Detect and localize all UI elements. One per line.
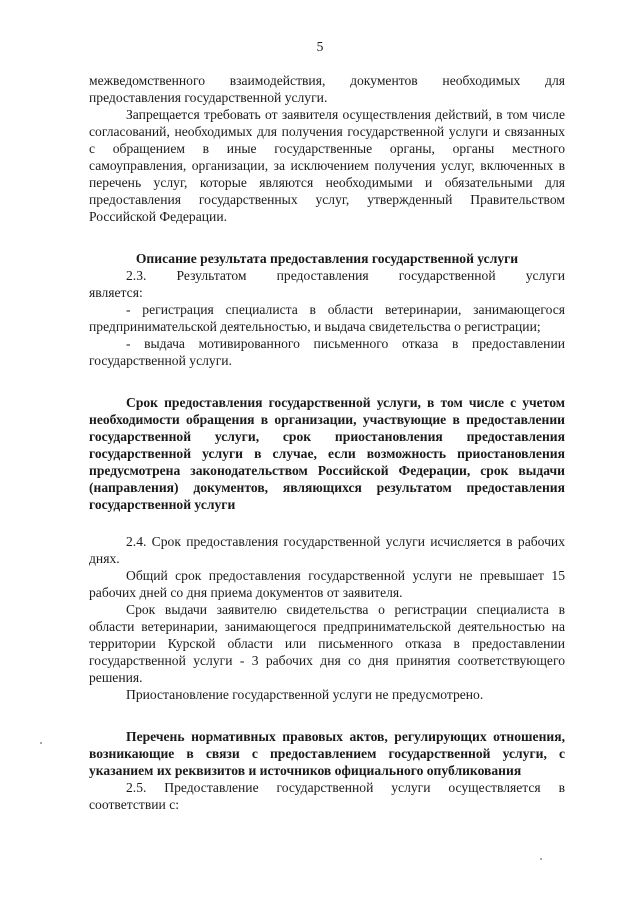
heading-result: Описание результата предоставления государственной услуги xyxy=(135,251,519,266)
page-number: 5 xyxy=(316,39,324,54)
list-item-refusal: - выдача мотивированного письменного отказа в предоставлении государственной услуги. xyxy=(89,336,565,368)
paragraph-term-issue: Срок выдачи заявителю свидетельства о регистрации специалиста в области ветеринарии, занимающегося предпринимательской деятельностью на территории Курской области или письменного отказа в предоставлении государственной услуги - 3 рабочих дня со дня принятия соответствующего решения. xyxy=(89,602,565,685)
paragraph-result-intro-b: является: xyxy=(89,285,143,300)
spacer xyxy=(89,225,565,250)
document-body xyxy=(89,72,565,813)
spacer xyxy=(89,703,565,728)
paragraph-acts-basis: 2.5. Предоставление государственной услуги осуществляется в соответствии с: xyxy=(89,780,565,812)
scan-speck xyxy=(40,742,42,744)
paragraph-term-total: Общий срок предоставления государственной услуги не превышает 15 рабочих дней со дня приема документов от заявителя. xyxy=(89,568,565,600)
spacer xyxy=(89,369,565,394)
paragraph-result-intro-a: 2.3. Результатом предоставления государственной услуги xyxy=(126,268,565,283)
paragraph-continuation: межведомственного взаимодействия, документов необходимых для предоставления государственной услуги. xyxy=(89,73,565,105)
heading-acts: Перечень нормативных правовых актов, регулирующих отношения, возникающие в связи с предоставлением государственной услуги, с указанием их реквизитов и источников официального опубликования xyxy=(89,729,565,778)
scan-speck xyxy=(540,858,542,860)
paragraph-term-suspension: Приостановление государственной услуги не предусмотрено. xyxy=(126,687,484,702)
list-item-registration: - регистрация специалиста в области ветеринарии, занимающегося предпринимательской деятельностью, и выдача свидетельства о регистрации; xyxy=(89,302,565,334)
paragraph-term-days: 2.4. Срок предоставления государственной услуги исчисляется в рабочих днях. xyxy=(89,534,565,566)
heading-term: Срок предоставления государственной услуги, в том числе с учетом необходимости обращения в организации, участвующие в предоставлении государственной услуги, срок приостановления предоставления государственной услуги в случае, если возможность приостановления предусмотрена законодательством Российской Федерации, срок выдачи (направления) документов, являющихся результатом предоставления государственной услуги xyxy=(89,395,565,512)
paragraph-prohibition: Запрещается требовать от заявителя осуществления действий, в том числе согласований, необходимых для получения государственной услуги и связанных с обращением в иные государственные органы, органы местного самоуправления, организации, за исключением получения услуг, включенных в перечень услуг, которые являются необходимыми и обязательными для предоставления государственных услуг, утвержденный Правительством Российской Федерации. xyxy=(89,107,565,224)
spacer xyxy=(89,513,565,533)
